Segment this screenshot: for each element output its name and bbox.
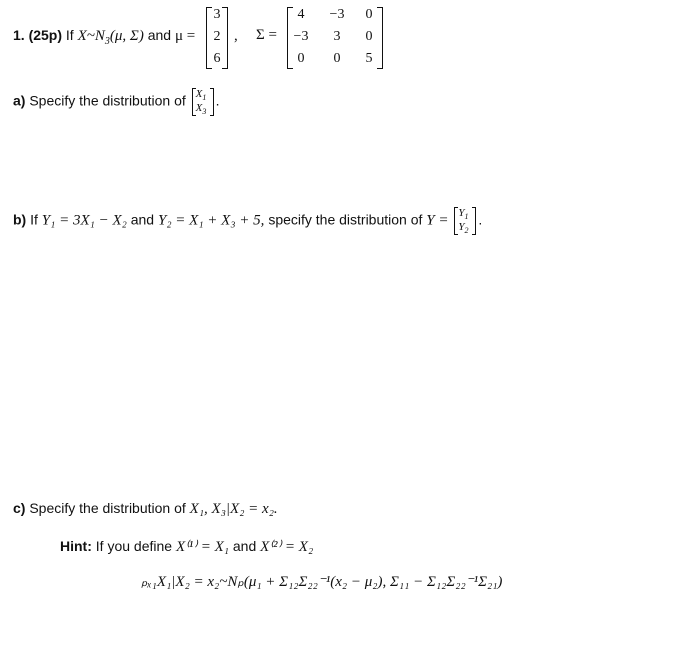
part-b-and: and bbox=[130, 211, 155, 228]
part-c bbox=[13, 500, 278, 518]
part-a bbox=[13, 88, 220, 116]
sigma-entry: 0 bbox=[333, 51, 341, 66]
mu-entry: 3 bbox=[213, 7, 221, 22]
mu-entry: 2 bbox=[213, 29, 221, 44]
problem-number: 1. (25p) bbox=[13, 27, 63, 43]
sigma-label: Σ = bbox=[256, 27, 277, 43]
part-b-end: . bbox=[478, 211, 483, 228]
vector-entry: $Y_1$ bbox=[458, 207, 469, 222]
hint-define: If you define bbox=[95, 538, 173, 554]
vector-entry: $Y_2$ bbox=[458, 221, 469, 236]
hint-def2: X⁽²⁾ = X₂ bbox=[260, 539, 314, 555]
vector-entry: $X_3$ bbox=[195, 102, 207, 117]
sigma-entry: 3 bbox=[333, 29, 341, 44]
y2-definition: Y₂ = X₁ + X₃ + 5, bbox=[157, 212, 265, 229]
conditional-distribution-formula: ₚₓ₁X₁|X₂ = x₂~Nₚ(μ₁ + Σ₁₂Σ₂₂⁻¹(x₂ − μ₂), Σ₁₁ − Σ₁₂Σ₂₂⁻¹Σ₂₁) bbox=[141, 574, 503, 590]
problem-statement bbox=[13, 27, 195, 47]
part-c-text: Specify the distribution of bbox=[29, 500, 186, 516]
part-b-label: b) bbox=[13, 211, 27, 228]
sigma-entry: 0 bbox=[297, 51, 305, 66]
part-a-end: . bbox=[215, 92, 220, 109]
hint-def1: X⁽¹⁾ = X₁ bbox=[175, 539, 229, 555]
vector-entry: $X_1$ bbox=[195, 88, 207, 103]
sigma-matrix bbox=[287, 7, 383, 69]
hint-and: and bbox=[232, 538, 257, 554]
if-text: If bbox=[65, 27, 74, 43]
part-b-vector bbox=[454, 207, 476, 235]
sigma-entry: −3 bbox=[293, 29, 309, 44]
mu-label: μ = bbox=[174, 28, 196, 44]
part-b-if: If bbox=[30, 211, 38, 228]
part-b bbox=[13, 207, 482, 235]
distribution-expression: $X\sim N_3(\mu$, Σ) bbox=[77, 28, 144, 47]
sigma-entry: −3 bbox=[329, 7, 345, 22]
part-b-specify: specify the distribution of bbox=[268, 211, 423, 228]
sigma-entry: 0 bbox=[365, 7, 373, 22]
sigma-entry: 4 bbox=[297, 7, 305, 22]
mu-entry: 6 bbox=[213, 51, 221, 66]
part-a-vector bbox=[192, 88, 214, 116]
hint-label: Hint: bbox=[60, 538, 92, 554]
mu-vector bbox=[206, 7, 228, 69]
sigma-entry: 5 bbox=[365, 51, 373, 66]
y-label: Y = bbox=[426, 212, 449, 229]
part-c-label: c) bbox=[13, 500, 26, 516]
hint-line bbox=[60, 537, 313, 556]
and-text: and bbox=[147, 27, 172, 43]
part-a-text: Specify the distribution of bbox=[29, 92, 186, 109]
part-a-label: a) bbox=[13, 92, 26, 109]
part-c-expression: X₁, X₃|X₂ = x₂. bbox=[189, 501, 278, 517]
y1-definition: Y₁ = 3X₁ − X₂ bbox=[41, 212, 127, 229]
separator-comma: , bbox=[234, 28, 238, 44]
sigma-entry: 0 bbox=[365, 29, 373, 44]
